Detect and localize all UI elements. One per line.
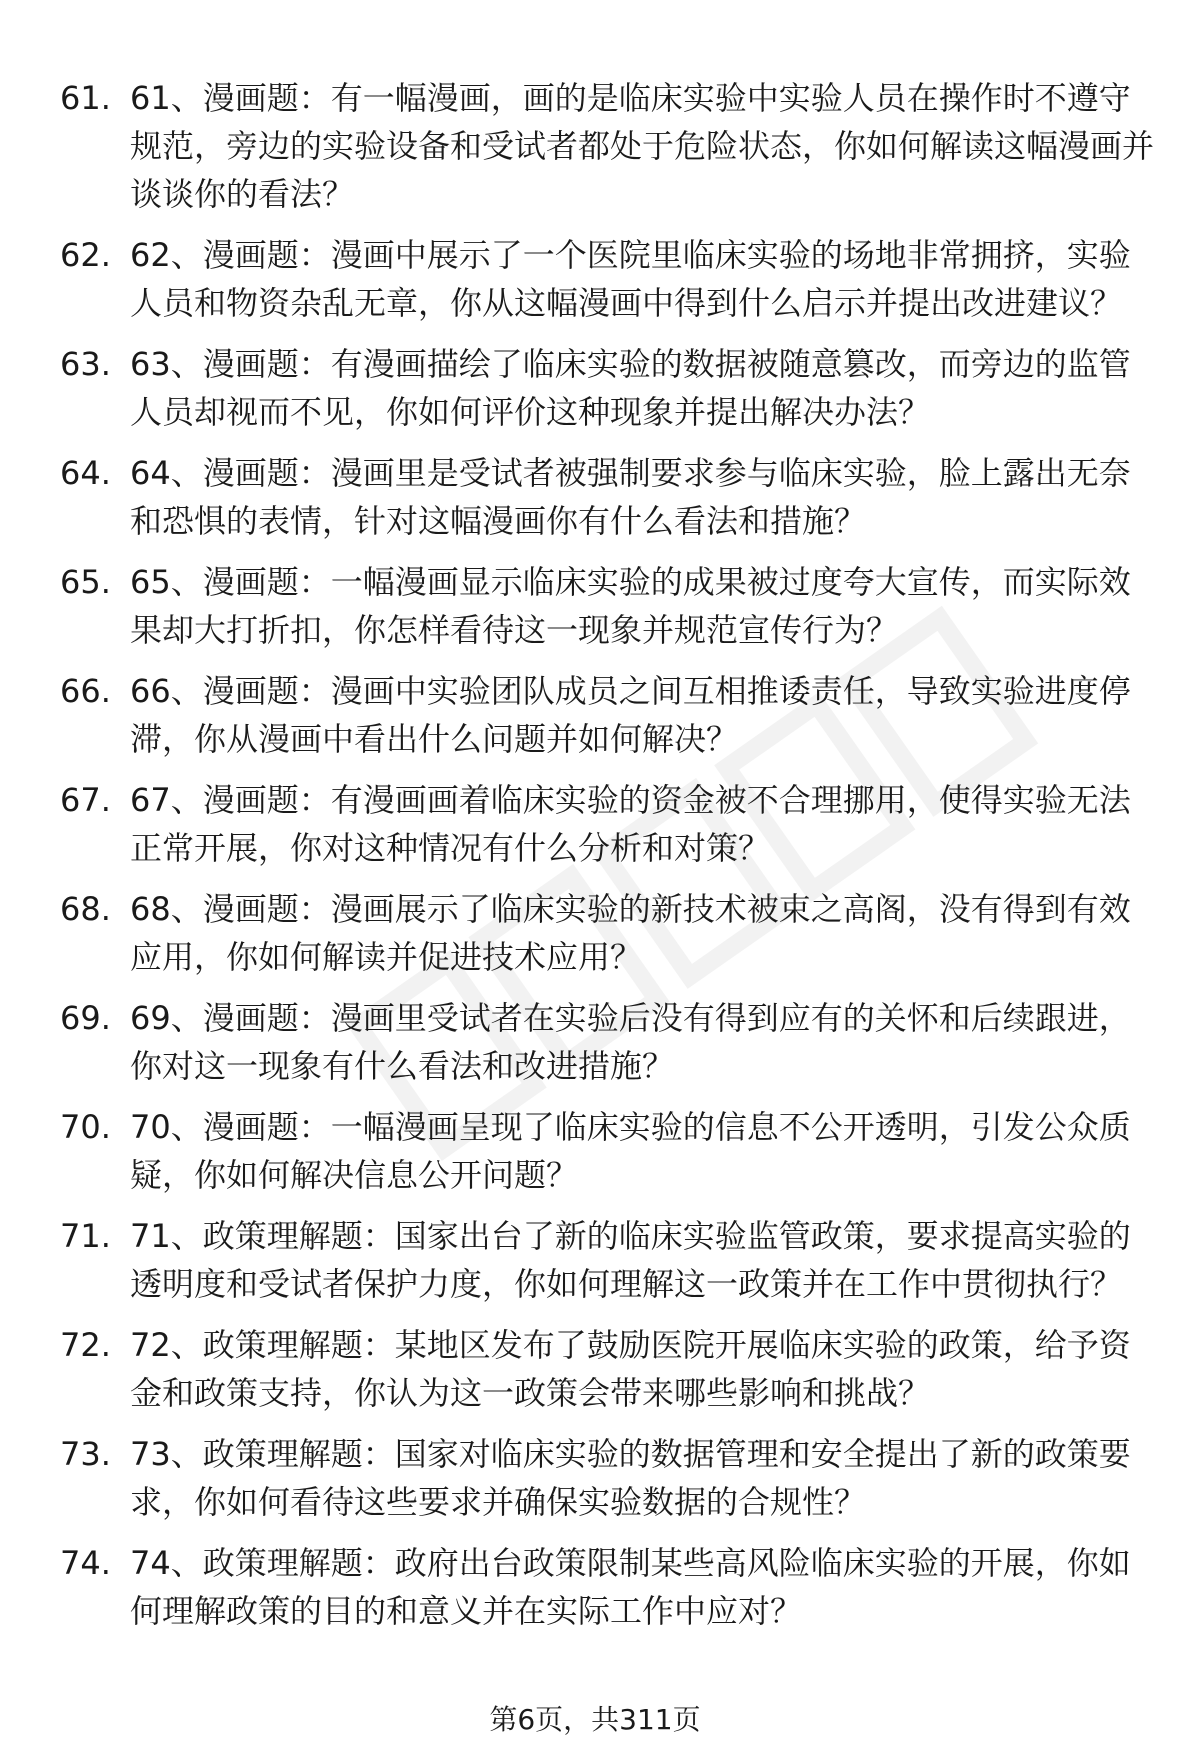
page-number-label: 第6页，共311页 <box>489 1703 701 1736</box>
page-footer <box>0 1700 1190 1740</box>
question-text: 61、漫画题：有一幅漫画，画的是临床实验中实验人员在操作时不遵守规范，旁边的实验设备和受试者都处于危险状态，你如何解读这幅漫画并谈谈你的看法？ <box>130 79 1155 213</box>
list-item <box>60 231 1160 327</box>
list-item <box>60 1321 1160 1417</box>
question-number: 66. <box>60 672 111 710</box>
list-item <box>60 558 1160 654</box>
question-number: 72. <box>60 1326 111 1364</box>
list-item <box>60 667 1160 763</box>
list-item <box>60 885 1160 981</box>
question-number: 65. <box>60 563 111 601</box>
question-list <box>60 74 1160 1648</box>
question-text: 71、政策理解题：国家出台了新的临床实验监管政策，要求提高实验的透明度和受试者保护力度，你如何理解这一政策并在工作中贯彻执行？ <box>130 1217 1131 1303</box>
question-text: 64、漫画题：漫画里是受试者被强制要求参与临床实验，脸上露出无奈和恐惧的表情，针对这幅漫画你有什么看法和措施？ <box>130 454 1131 540</box>
question-text: 74、政策理解题：政府出台政策限制某些高风险临床实验的开展，你如何理解政策的目的和意义并在实际工作中应对？ <box>130 1544 1131 1630</box>
question-text: 62、漫画题：漫画中展示了一个医院里临床实验的场地非常拥挤，实验人员和物资杂乱无章，你从这幅漫画中得到什么启示并提出改进建议？ <box>130 236 1131 322</box>
question-number: 69. <box>60 999 111 1037</box>
list-item <box>60 340 1160 436</box>
question-number: 61. <box>60 79 111 117</box>
question-number: 67. <box>60 781 111 819</box>
question-text: 73、政策理解题：国家对临床实验的数据管理和安全提出了新的政策要求，你如何看待这些要求并确保实验数据的合规性？ <box>130 1435 1131 1521</box>
question-number: 68. <box>60 890 111 928</box>
question-text: 69、漫画题：漫画里受试者在实验后没有得到应有的关怀和后续跟进，你对这一现象有什么看法和改进措施？ <box>130 999 1131 1085</box>
question-number: 63. <box>60 345 111 383</box>
question-text: 67、漫画题：有漫画画着临床实验的资金被不合理挪用，使得实验无法正常开展，你对这种情况有什么分析和对策？ <box>130 781 1131 867</box>
list-item <box>60 994 1160 1090</box>
question-number: 64. <box>60 454 111 492</box>
list-item <box>60 1539 1160 1635</box>
list-item <box>60 449 1160 545</box>
list-item <box>60 74 1160 218</box>
list-item <box>60 776 1160 872</box>
question-text: 68、漫画题：漫画展示了临床实验的新技术被束之高阁，没有得到有效应用，你如何解读并促进技术应用？ <box>130 890 1131 976</box>
question-number: 74. <box>60 1544 111 1582</box>
question-number: 70. <box>60 1108 111 1146</box>
question-text: 66、漫画题：漫画中实验团队成员之间互相推诿责任，导致实验进度停滞，你从漫画中看出什么问题并如何解决？ <box>130 672 1131 758</box>
question-number: 71. <box>60 1217 111 1255</box>
question-text: 65、漫画题：一幅漫画显示临床实验的成果被过度夸大宣传，而实际效果却大打折扣，你怎样看待这一现象并规范宣传行为？ <box>130 563 1131 649</box>
question-number: 62. <box>60 236 111 274</box>
question-text: 63、漫画题：有漫画描绘了临床实验的数据被随意篡改，而旁边的监管人员却视而不见，你如何评价这种现象并提出解决办法？ <box>130 345 1131 431</box>
list-item <box>60 1212 1160 1308</box>
question-number: 73. <box>60 1435 111 1473</box>
question-text: 72、政策理解题：某地区发布了鼓励医院开展临床实验的政策，给予资金和政策支持，你认为这一政策会带来哪些影响和挑战？ <box>130 1326 1131 1412</box>
question-text: 70、漫画题：一幅漫画呈现了临床实验的信息不公开透明，引发公众质疑，你如何解决信息公开问题？ <box>130 1108 1131 1194</box>
list-item <box>60 1430 1160 1526</box>
list-item <box>60 1103 1160 1199</box>
